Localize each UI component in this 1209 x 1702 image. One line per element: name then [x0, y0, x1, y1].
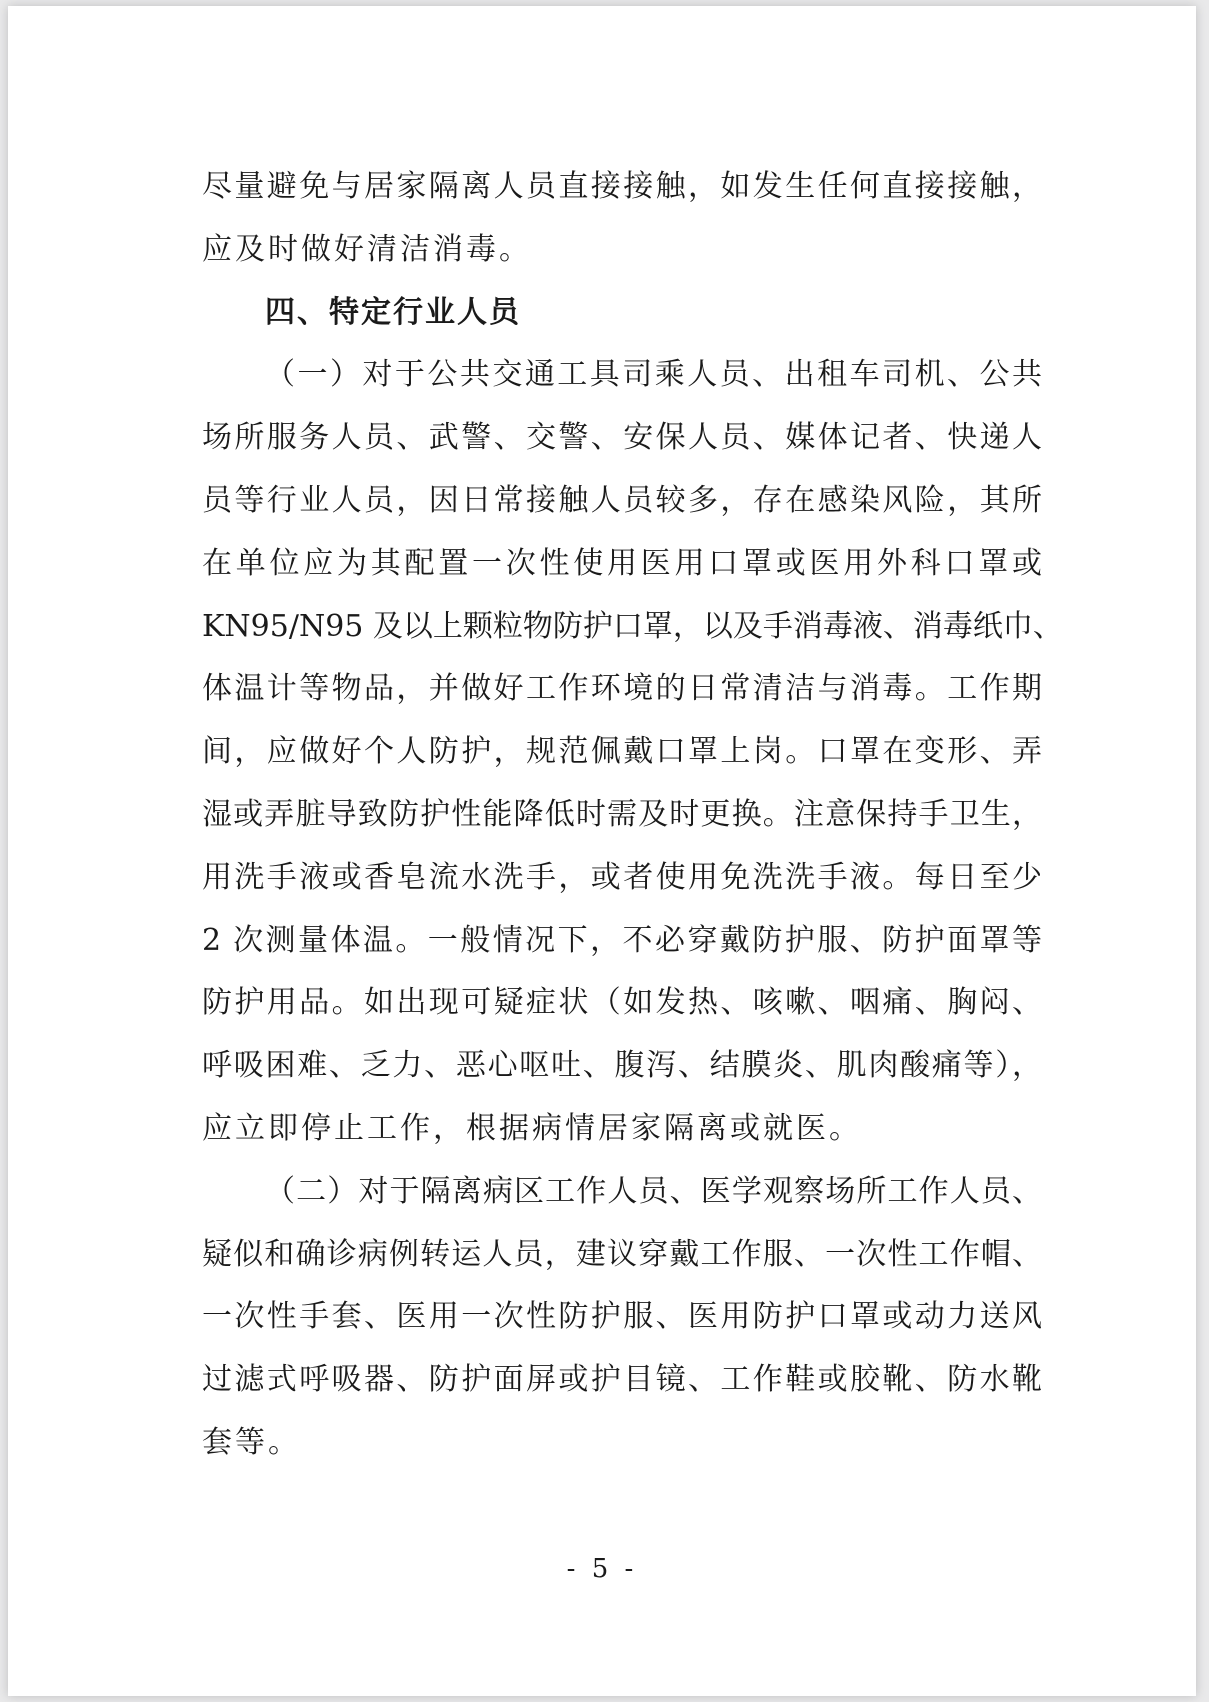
- text-line: 呼吸困难、乏力、恶心呕吐、腹泻、结膜炎、肌肉酸痛等），: [202, 1048, 1042, 1084]
- text-line: 应立即停止工作，根据病情居家隔离或就医。: [202, 1110, 862, 1146]
- document-page: [8, 6, 1196, 1696]
- text-line: 用洗手液或香皂流水洗手，或者使用免洗洗手液。每日至少: [202, 859, 1042, 895]
- text-line: 套等。: [202, 1424, 301, 1460]
- page-number: - 5 -: [566, 1554, 638, 1584]
- text-line: 体温计等物品，并做好工作环境的日常清洁与消毒。工作期: [202, 671, 1042, 707]
- text-line: 在单位应为其配置一次性使用医用口罩或医用外科口罩或: [202, 545, 1042, 581]
- text-line: 防护用品。如出现可疑症状（如发热、咳嗽、咽痛、胸闷、: [202, 985, 1042, 1021]
- text-line: 过滤式呼吸器、防护面屏或护目镜、工作鞋或胶靴、防水靴: [202, 1362, 1042, 1398]
- text-line: 场所服务人员、武警、交警、安保人员、媒体记者、快递人: [202, 420, 1042, 456]
- text-line: 应及时做好清洁消毒。: [202, 231, 532, 267]
- text-line: 湿或弄脏导致防护性能降低时需及时更换。注意保持手卫生，: [202, 796, 1042, 832]
- paragraph-first-line: （一）对于公共交通工具司乘人员、出租车司机、公共: [265, 357, 1042, 393]
- text-line: 尽量避免与居家隔离人员直接接触，如发生任何直接接触，: [202, 169, 1042, 204]
- paragraph-first-line: （二）对于隔离病区工作人员、医学观察场所工作人员、: [265, 1173, 1042, 1209]
- section-heading: 四、特定行业人员: [265, 294, 521, 330]
- text-line: 2 次测量体温。一般情况下，不必穿戴防护服、防护面罩等: [202, 922, 1042, 958]
- text-line: 疑似和确诊病例转运人员，建议穿戴工作服、一次性工作帽、: [202, 1236, 1042, 1272]
- text-line: KN95/N95 及以上颗粒物防护口罩，以及手消毒液、消毒纸巾、: [202, 608, 1063, 644]
- text-line: 员等行业人员，因日常接触人员较多，存在感染风险，其所: [202, 482, 1042, 518]
- text-line: 一次性手套、医用一次性防护服、医用防护口罩或动力送风: [202, 1299, 1042, 1335]
- text-line: 间，应做好个人防护，规范佩戴口罩上岗。口罩在变形、弄: [202, 734, 1042, 770]
- document-body: [202, 156, 1063, 1475]
